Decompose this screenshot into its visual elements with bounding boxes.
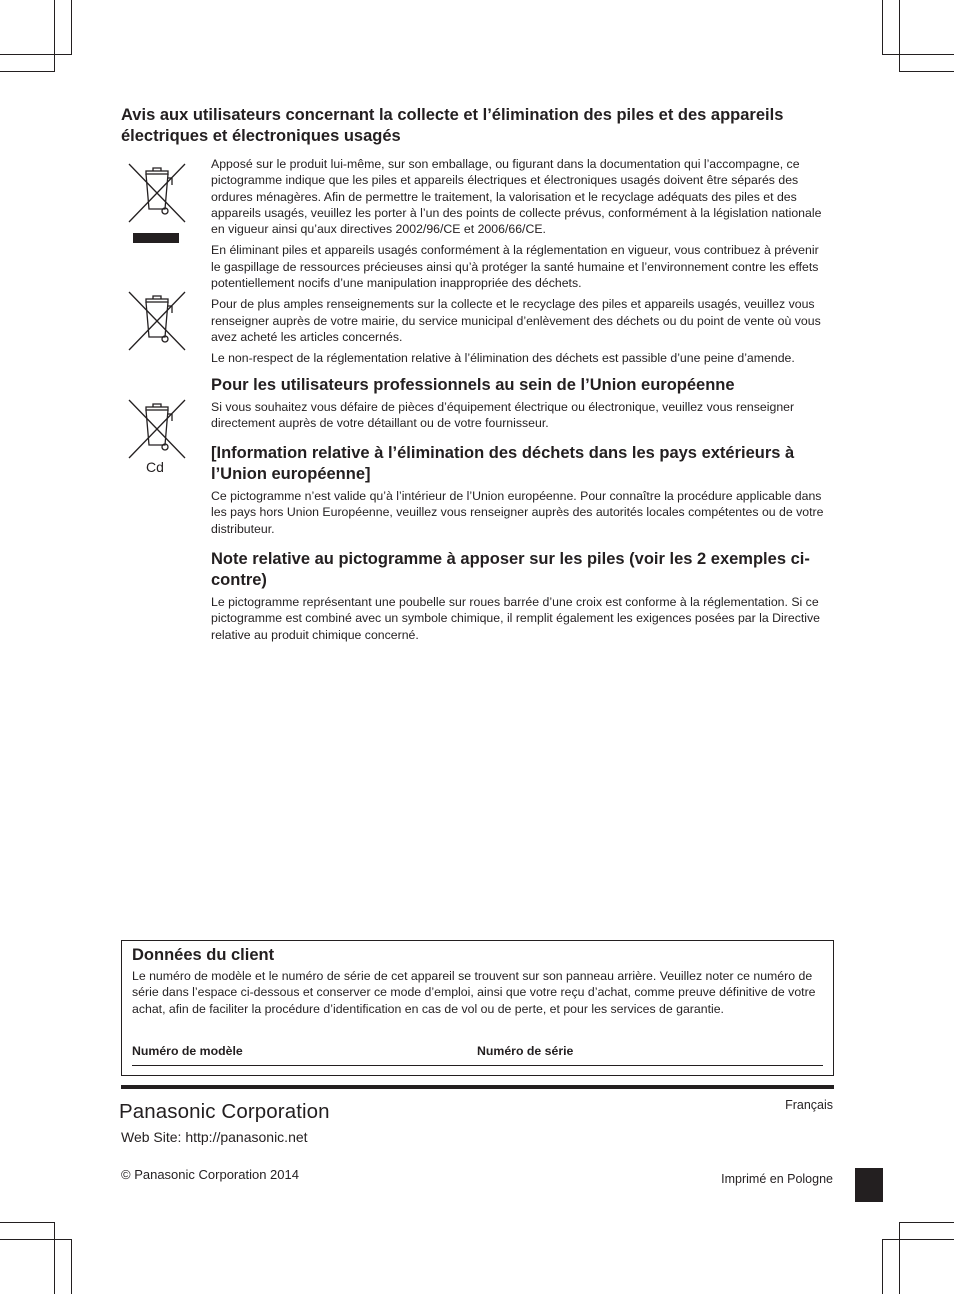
section-heading: Note relative au pictogramme à apposer sur les piles (voir les 2 exemples ci-contre) (211, 550, 810, 590)
printed-in-label: Imprimé en Pologne (721, 1172, 833, 1186)
solid-bar-icon (133, 233, 179, 243)
crop-mark (0, 54, 72, 55)
crop-mark (882, 0, 883, 55)
write-in-line (132, 1065, 823, 1066)
language-label: Français (785, 1098, 833, 1112)
crop-mark (0, 1239, 72, 1240)
section-body: Le pictogramme représentant une poubelle sur roues barrée d’une croix est conforme à la réglementation. Si ce pictogramme est combiné avec un symbole chimique, il remplit également les exigences posées par la Directive relative au produit chimique concerné. (211, 595, 820, 642)
client-data-box (121, 940, 834, 1076)
crop-mark (882, 1239, 954, 1240)
crop-mark (899, 71, 954, 72)
crossed-out-wheelie-bin-icon (128, 291, 186, 351)
crossed-out-wheelie-bin-icon (128, 399, 186, 459)
crop-mark (899, 1222, 954, 1223)
intro-paragraph: Le non-respect de la réglementation relative à l’élimination des déchets est passible d’une peine d’amende. (211, 351, 795, 366)
client-data-title: Données du client (132, 946, 275, 964)
crop-mark (899, 1222, 900, 1294)
footer-divider (121, 1085, 834, 1089)
model-number-label: Numéro de modèle (132, 1044, 243, 1058)
chemical-symbol-label: Cd (146, 459, 164, 475)
serial-number-label: Numéro de série (477, 1044, 574, 1058)
crop-mark (882, 54, 954, 55)
crop-mark (54, 0, 55, 72)
section-heading: [Information relative à l’élimination des déchets dans les pays extérieurs à l’Union européenne] (211, 444, 795, 484)
crossed-out-wheelie-bin-icon (128, 163, 186, 223)
website-text: Web Site: http://panasonic.net (121, 1129, 308, 1145)
page-marker-block (855, 1168, 883, 1202)
section-body: Si vous souhaitez vous défaire de pièces d’équipement électrique ou électronique, veuillez vous renseigner directement auprès de votre détaillant ou de votre fournisseur. (211, 399, 795, 430)
intro-paragraph: En éliminant piles et appareils usagés conformément à la réglementation en vigueur, vous contribuez à prévenir le gaspillage de ressources précieuses ainsi qu’à protéger la santé humaine et l’environnement contre les effets potentiellement nocifs d’une manipulation inappropriée des déchets. (211, 243, 819, 291)
section-heading: Pour les utilisateurs professionnels au sein de l’Union européenne (211, 375, 735, 394)
intro-paragraph: Apposé sur le produit lui-même, sur son emballage, ou figurant dans la documentation qui l’accompagne, ce pictogramme indique que les piles et appareils électriques et électroniques usagés doivent être séparés des ordures ménagères. Afin de permettre le traitement, la valorisation et le recyclage adéquats des piles et des appareils usagés, veuillez les porter à l’un des points de collecte prévus, conformément à la législation nationale en vigueur ainsi qu’aux directives 2002/96/CE et 2006/66/CE. (211, 157, 822, 237)
crop-mark (899, 0, 900, 72)
company-logo: Panasonic Corporation (119, 1100, 330, 1123)
intro-paragraph: Pour de plus amples renseignements sur la collecte et le recyclage des piles et appareils usagés, veuillez vous renseigner auprès de votre mairie, du service municipal d’enlèvement des déchets ou du point de vente où vous avez acheté les articles concernés. (211, 297, 821, 344)
crop-mark (71, 1239, 72, 1294)
crop-mark (71, 0, 72, 55)
crop-mark (882, 1239, 883, 1294)
main-content (211, 156, 827, 648)
copyright-text: © Panasonic Corporation 2014 (121, 1167, 299, 1182)
crop-mark (54, 1222, 55, 1294)
client-data-text: Le numéro de modèle et le numéro de série de cet appareil se trouvent sur son panneau arrière. Veuillez noter ce numéro de série dans l’espace ci-dessous et conserver ce mode d’emploi, ainsi que votre reçu d’achat, comme preuve définitive de votre achat, afin de faciliter la procédure d’identification en cas de vol ou de perte, et pour les services de garantie. (132, 969, 816, 1016)
page-title: Avis aux utilisateurs concernant la collecte et l’élimination des piles et des appareils électriques et électroniques usagés (121, 106, 784, 145)
section-body: Ce pictogramme n’est valide qu’à l’intérieur de l’Union européenne. Pour connaître la procédure applicable dans les pays hors Union Européenne, veuillez vous renseigner auprès des autorités locales compétentes ou de votre distributeur. (211, 489, 824, 536)
crop-mark (0, 1222, 55, 1223)
crop-mark (0, 71, 55, 72)
